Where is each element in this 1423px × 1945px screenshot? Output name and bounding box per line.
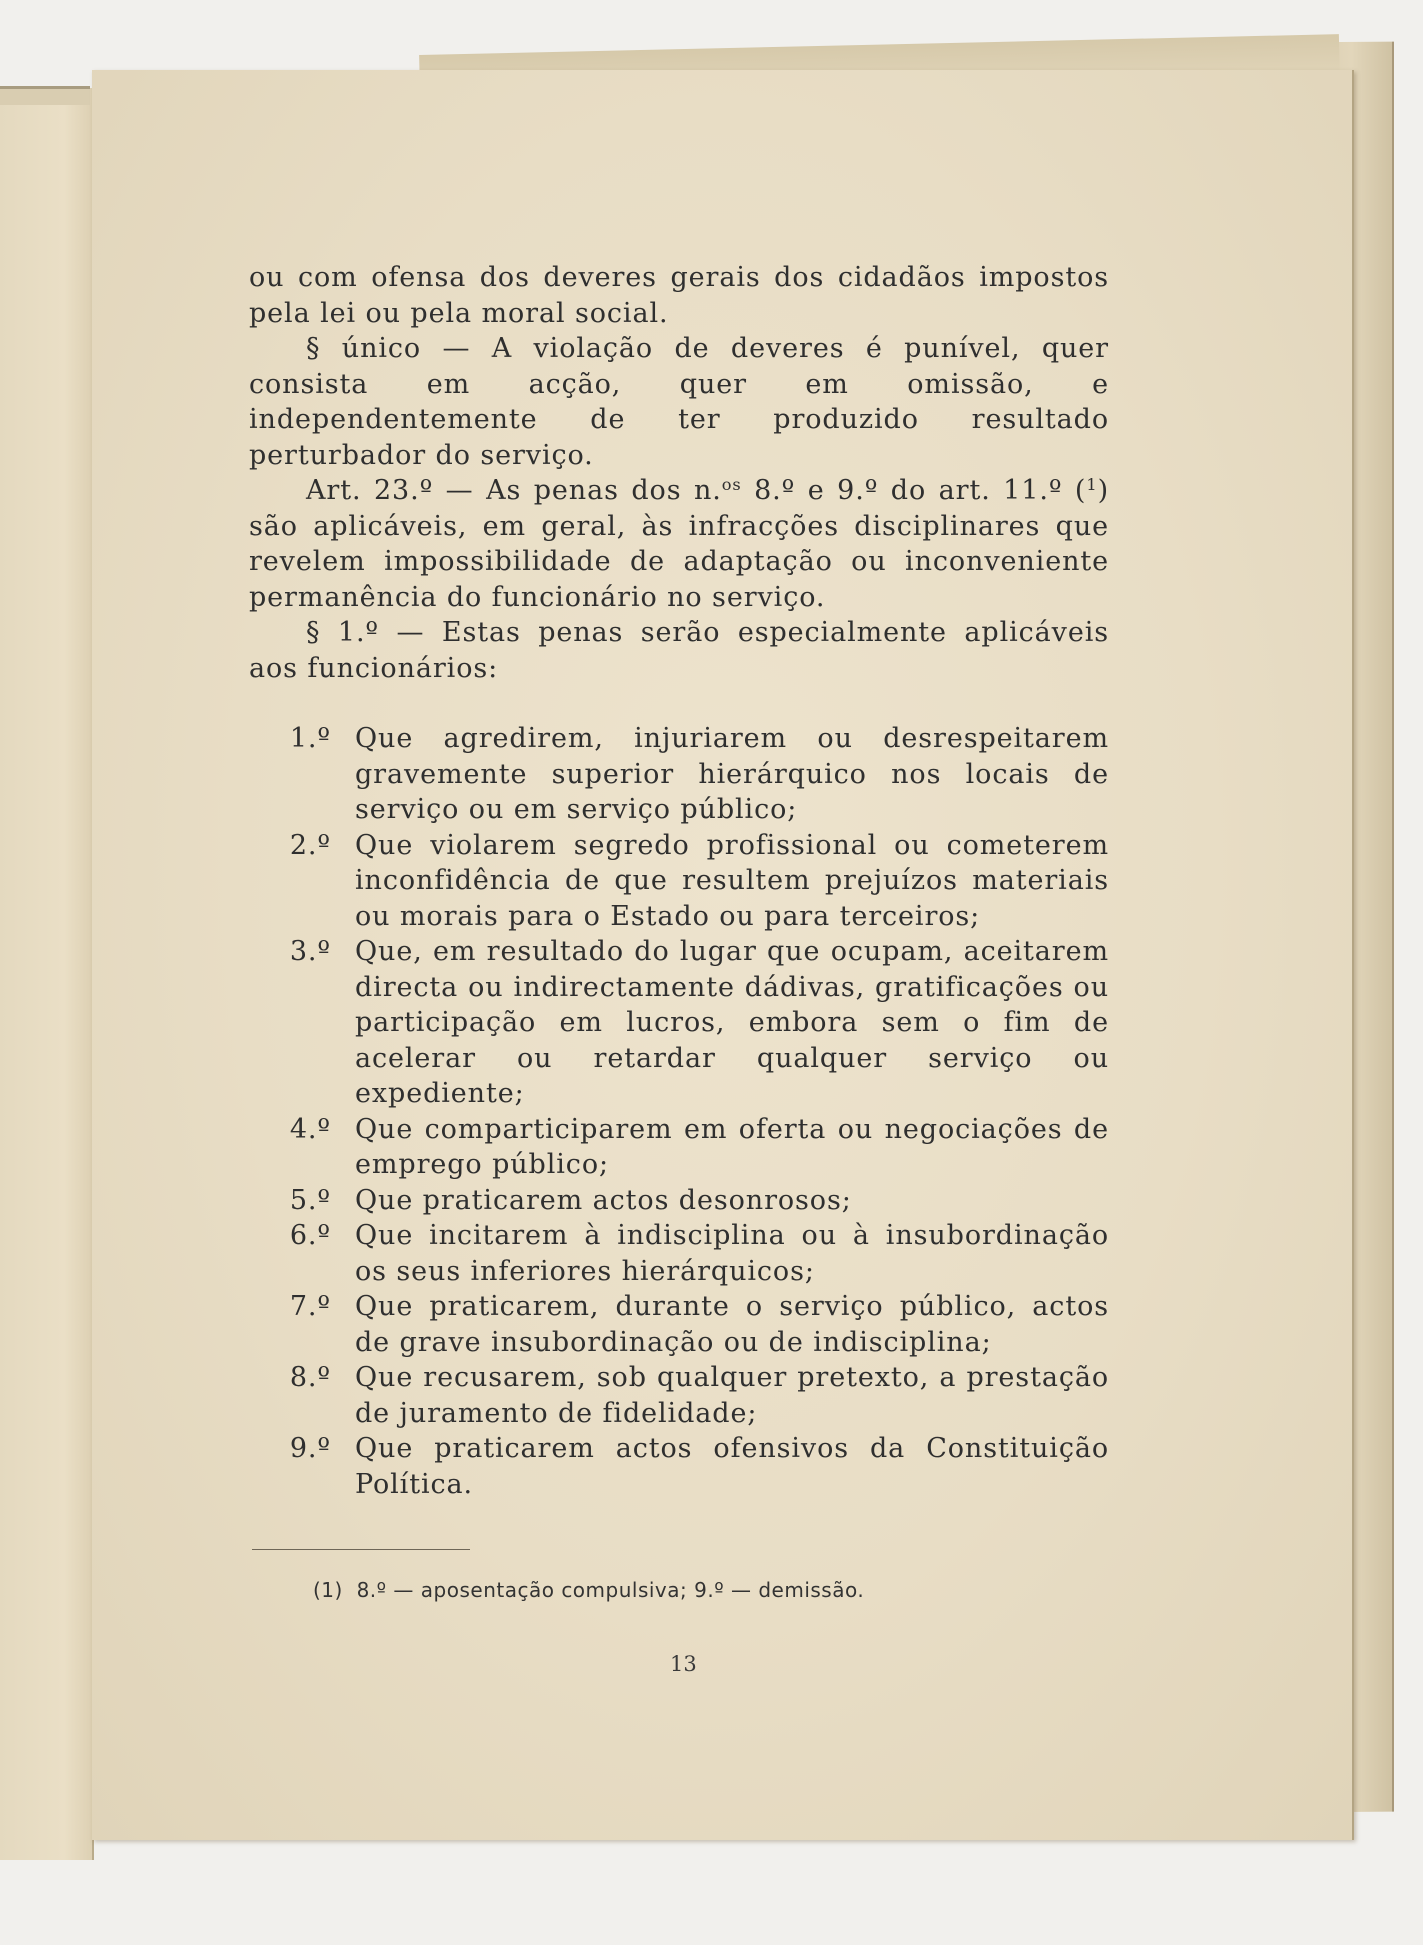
list-item-number: 9.º — [289, 1433, 331, 1464]
footnote-marker: (1) — [313, 1578, 343, 1602]
list-item — [249, 828, 1109, 935]
list-item — [249, 721, 1109, 828]
list-item-text: Que agredirem, injuriarem ou desrespeitarem gravemente superior hierárquico nos locais de serviço ou em serviço público; — [355, 723, 1109, 825]
document-body — [249, 260, 1109, 1502]
previous-page-top-edge — [0, 86, 90, 105]
list-item — [249, 1431, 1109, 1502]
list-item — [249, 1218, 1109, 1289]
list-item — [249, 1183, 1109, 1219]
list-item-text: Que comparticiparem em oferta ou negociações de emprego público; — [355, 1113, 1109, 1180]
list-item-text: Que praticarem, durante o serviço público, actos de grave insubordinação ou de indisciplina; — [355, 1291, 1109, 1358]
list-item-text: Que violarem segredo profissional ou cometerem inconfidência de que resultem prejuízos materiais ou morais para o Estado ou para terceiros; — [355, 829, 1109, 932]
paragraph-section-1: § 1.º — Estas penas serão especialmente aplicáveis aos funcionários: — [249, 617, 1109, 684]
list-item-number: 5.º — [289, 1184, 331, 1216]
list-item-text: Que, em resultado do lugar que ocupam, aceitarem directa ou indirectamente dádivas, gratificações ou participação em lucros, embora sem o fim de acelerar ou retardar qualquer serviço ou expediente; — [355, 936, 1109, 1109]
list-item-number: 4.º — [289, 1113, 331, 1145]
footnote-reference: 1 — [1086, 475, 1098, 495]
list-item — [249, 1112, 1109, 1183]
list-item-text: Que praticarem actos desonrosos; — [355, 1184, 852, 1216]
list-item-number: 3.º — [289, 936, 331, 967]
list-item-text: Que incitarem à indisciplina ou à insubordinação os seus inferiores hierárquicos; — [355, 1220, 1109, 1287]
list-item-number: 6.º — [289, 1220, 331, 1251]
footnote-text: 8.º — aposentação compulsiva; 9.º — demissão. — [356, 1578, 865, 1602]
footnote-separator — [252, 1549, 470, 1550]
list-item — [249, 1289, 1109, 1360]
paragraph-article-23: Art. 23.º — As penas dos n.$^{os}$ 8.º e 9.º do art. 11.º ($^1$) são aplicáveis, em geral, às infracções disciplinares que revelem impossibilidade de adaptação ou inconveniente permanência do funcionário no serviço. — [249, 475, 1109, 613]
list-item-number: 7.º — [289, 1291, 331, 1322]
footnote — [313, 1578, 864, 1602]
list-item-number: 8.º — [289, 1362, 331, 1393]
paragraph-continuation: ou com ofensa dos deveres gerais dos cidadãos impostos pela lei ou pela moral social. — [249, 262, 1109, 329]
list-item-text: Que praticarem actos ofensivos da Constituição Política. — [355, 1433, 1109, 1500]
list-item-text: Que recusarem, sob qualquer pretexto, a prestação de juramento de fidelidade; — [355, 1362, 1109, 1429]
paragraph-single-section: § único — A violação de deveres é punível, quer consista em acção, quer em omissão, e independentemente de ter produzido resultado perturbador do serviço. — [249, 333, 1109, 471]
list-item-number: 1.º — [289, 723, 331, 754]
list-item — [249, 1360, 1109, 1431]
previous-page-edge — [0, 88, 94, 1860]
spacer — [249, 686, 1109, 721]
page-number: 13 — [670, 1652, 697, 1676]
list-item — [249, 934, 1109, 1112]
list-item-number: 2.º — [289, 829, 331, 861]
